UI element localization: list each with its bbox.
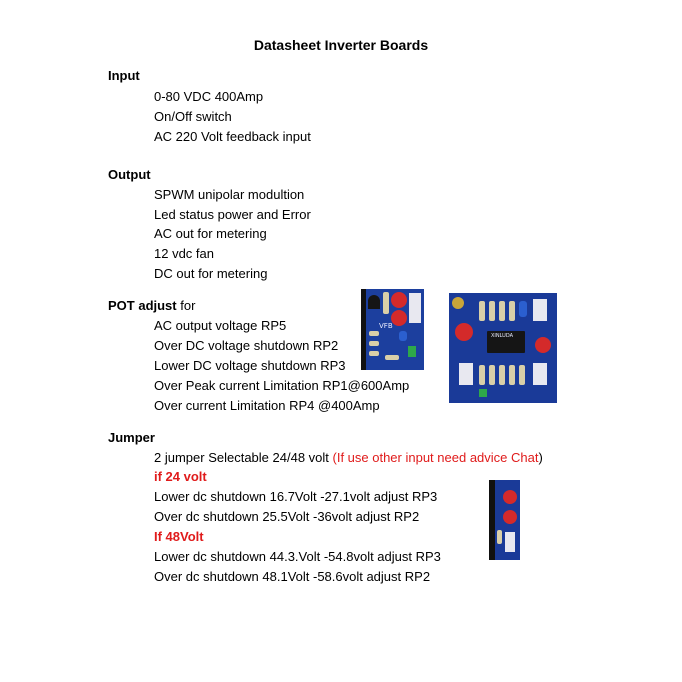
resistor-icon: [479, 301, 485, 321]
jumper-line-48: Over dc shutdown 48.1Volt -58.6volt adjust RP2: [154, 569, 431, 584]
pcb-image-small: [361, 289, 424, 370]
pcb-image-main: [449, 293, 557, 403]
capacitor-icon: [391, 292, 407, 308]
jumper-sub-24: if 24 volt: [154, 469, 207, 484]
page-title: Datasheet Inverter Boards: [253, 37, 429, 53]
led-icon: [408, 346, 416, 357]
resistor-icon: [383, 292, 389, 314]
pot-heading-suffix: for: [176, 298, 196, 313]
potentiometer-icon: [533, 363, 547, 385]
output-line: SPWM unipolar modultion: [154, 187, 305, 202]
led-icon: [479, 389, 487, 397]
resistor-icon: [369, 331, 379, 336]
resistor-icon: [369, 351, 379, 356]
pcb-edge: [361, 289, 366, 370]
pcb-image-jumper: [489, 480, 520, 560]
input-line: On/Off switch: [154, 109, 232, 124]
pot-heading-bold: POT adjust: [108, 298, 177, 313]
input-line: AC 220 Volt feedback input: [154, 129, 311, 144]
pot-line: Over current Limitation RP4 @400Amp: [154, 398, 380, 413]
resistor-icon: [489, 301, 495, 321]
capacitor-icon: [535, 337, 551, 353]
pot-line: Lower DC voltage shutdown RP3: [154, 358, 346, 373]
resistor-icon: [499, 365, 505, 385]
vfb-label: VFB: [379, 322, 393, 330]
resistor-icon: [497, 530, 502, 544]
pot-line: Over Peak current Limitation RP1@600Amp: [154, 378, 410, 393]
input-line: 0-80 VDC 400Amp: [154, 89, 264, 104]
resistor-icon: [385, 355, 399, 360]
output-line: 12 vdc fan: [154, 246, 214, 261]
pot-line: AC output voltage RP5: [154, 318, 287, 333]
chip-label: XINLUDA: [491, 333, 514, 339]
capacitor-icon: [391, 310, 407, 326]
transistor-icon: [368, 295, 380, 309]
potentiometer-icon: [533, 299, 547, 321]
jumper-line-24: Over dc shutdown 25.5Volt -36volt adjust RP2: [154, 509, 420, 524]
output-heading: Output: [108, 167, 151, 182]
capacitor-icon: [399, 331, 407, 341]
potentiometer-icon: [505, 532, 515, 552]
jumper-line-main: 2 jumper Selectable 24/48 volt: [154, 450, 333, 465]
jumper-note: (If use other input need advice Chat: [332, 450, 539, 465]
capacitor-icon: [519, 301, 527, 317]
capacitor-icon: [503, 510, 517, 524]
capacitor-icon: [503, 490, 517, 504]
resistor-icon: [489, 365, 495, 385]
jumper-line-48: Lower dc shutdown 44.3.Volt -54.8volt adjust RP3: [154, 549, 441, 564]
resistor-icon: [509, 365, 515, 385]
resistor-icon: [499, 301, 505, 321]
output-line: DC out for metering: [154, 266, 268, 281]
input-heading: Input: [108, 68, 140, 83]
resistor-icon: [519, 365, 525, 385]
mount-hole-icon: [452, 297, 464, 309]
pcb-edge: [489, 480, 495, 560]
output-line: Led status power and Error: [154, 207, 311, 222]
jumper-note-close: ): [538, 450, 543, 465]
resistor-icon: [509, 301, 515, 321]
pot-heading: [108, 298, 195, 313]
resistor-icon: [369, 341, 379, 346]
potentiometer-icon: [459, 363, 473, 385]
jumper-line-24: Lower dc shutdown 16.7Volt -27.1volt adjust RP3: [154, 489, 438, 504]
resistor-icon: [479, 365, 485, 385]
pot-line: Over DC voltage shutdown RP2: [154, 338, 339, 353]
jumper-line: [154, 450, 543, 465]
jumper-sub-48: If 48Volt: [154, 529, 204, 544]
output-line: AC out for metering: [154, 226, 267, 241]
capacitor-icon: [455, 323, 473, 341]
potentiometer-icon: [409, 293, 421, 323]
jumper-heading: Jumper: [108, 430, 155, 445]
